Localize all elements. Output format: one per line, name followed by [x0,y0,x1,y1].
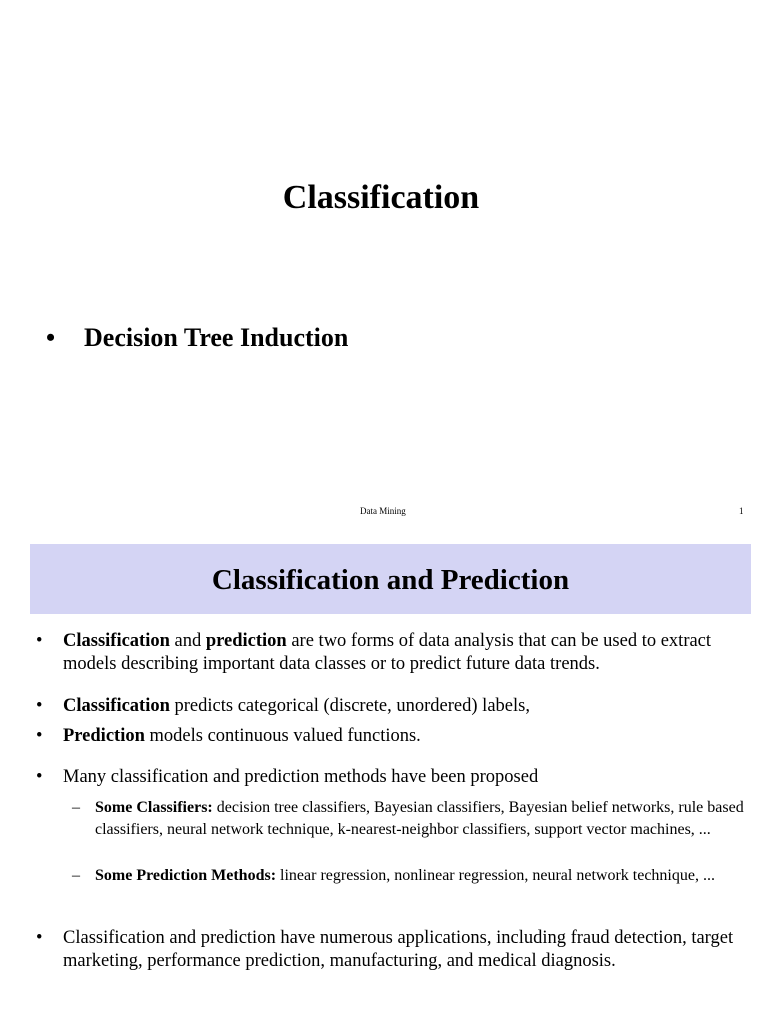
bullet-text [63,630,743,676]
slide-1-bullet [46,320,348,356]
slide-1-bullet-text: Decision Tree Induction [84,323,349,352]
footer-label: Data Mining [360,506,406,516]
bold-term: Prediction [63,726,145,746]
bullet-text [63,695,743,718]
bullet-marker: • [36,631,43,651]
bold-term: Classification [63,696,170,716]
slide-2-title: Classification and Prediction [211,564,570,596]
sub-bullet-text-part: decision tree classifiers, Bayesian classifiers, Bayesian belief networks, rule based classifiers, neural network technique, k-nearest-neighbor classifiers, support vector machines, ... [95,799,744,838]
sub-bullet-text [95,865,755,887]
bold-term: prediction [205,631,287,651]
page-number: 1 [739,506,744,516]
bullet-text-part: and [169,631,206,651]
bullet-text-part: are two forms of data analysis that can be used to extract models describing important data classes or to predict future data trends. [63,631,712,674]
dash-marker: – [72,799,80,816]
bullet-marker: • [36,767,43,787]
slide-2 [0,544,768,1024]
bullet-text-part: predicts categorical (discrete, unordered) labels, [169,696,530,716]
bullet-text: Classification and prediction have numerous applications, including fraud detection, target marketing, performance prediction, manufacturing, and medical diagnosis. [63,928,734,971]
dash-marker: – [72,867,80,884]
bullet-marker: • [36,696,43,716]
title-bar [30,544,751,614]
bullet-text-part: models continuous valued functions. [144,726,421,746]
bold-term: Some Prediction Methods: [95,867,277,884]
bold-term: Classification [63,631,170,651]
sub-bullet-text-part: linear regression, nonlinear regression, neural network technique, ... [276,867,715,884]
sub-bullet-text [95,797,755,841]
bullet-marker: • [36,726,43,746]
bullet-text: Many classification and prediction methods have been proposed [63,767,539,787]
bullet-marker: • [36,928,43,948]
bullet-text [63,725,743,748]
bold-term: Some Classifiers: [95,799,213,816]
bullet-marker: • [46,323,56,352]
slide-1-title: Classification [282,179,480,216]
